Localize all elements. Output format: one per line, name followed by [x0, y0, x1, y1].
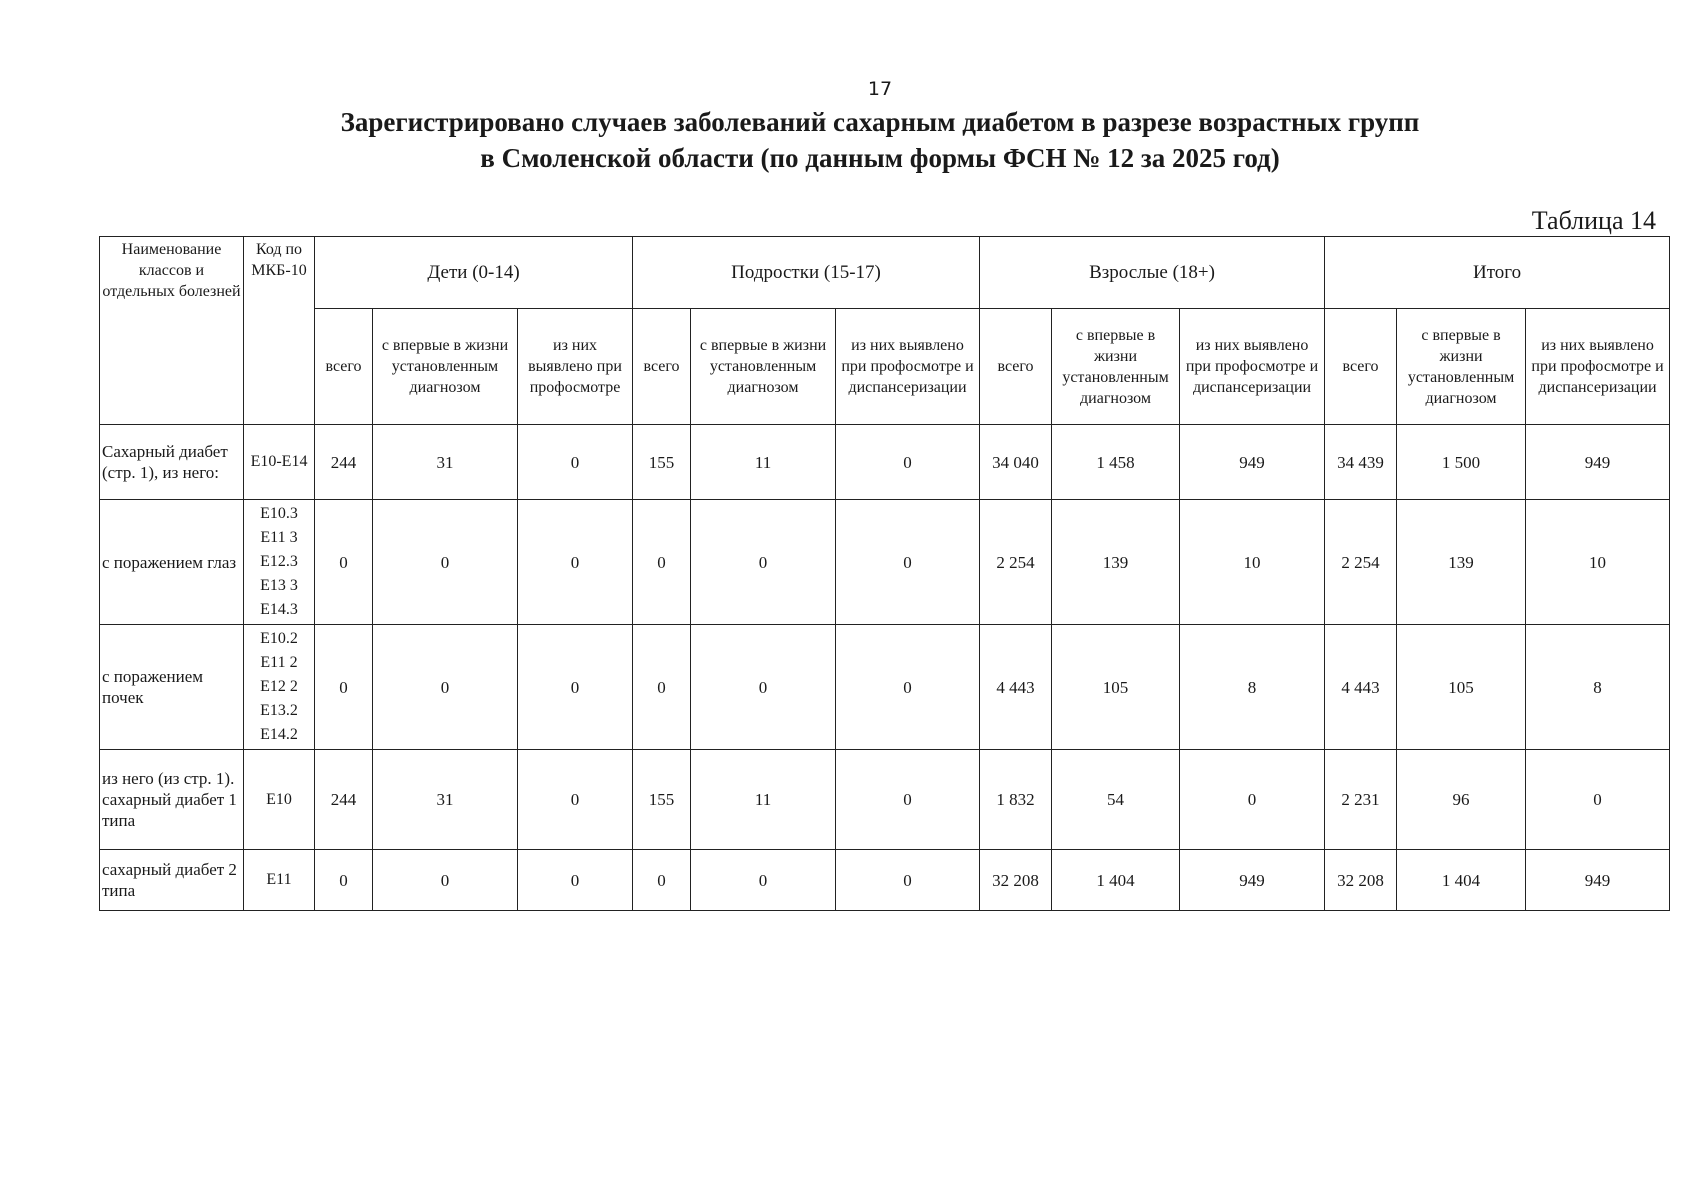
value-cell: 105: [1052, 625, 1180, 750]
value-cell: 10: [1180, 500, 1325, 625]
value-cell: 32 208: [980, 850, 1052, 911]
value-cell: 0: [518, 850, 633, 911]
subheader-cell: с впервые в жизни установленным диагнозом: [1052, 309, 1180, 425]
value-cell: 54: [1052, 750, 1180, 850]
value-cell: 0: [691, 500, 836, 625]
header-row-subcolumns: [100, 309, 1670, 425]
value-cell: 34 439: [1325, 425, 1397, 500]
value-cell: 34 040: [980, 425, 1052, 500]
code-line: E14.2: [260, 726, 298, 743]
subheader-cell: всего: [980, 309, 1052, 425]
value-cell: 2 254: [980, 500, 1052, 625]
table-row: [100, 625, 1670, 750]
code-line: E10.2: [260, 630, 298, 647]
value-cell: 10: [1526, 500, 1670, 625]
value-cell: 139: [1397, 500, 1526, 625]
subheader-cell: из них выявлено при профосмотре и диспансеризации: [1180, 309, 1325, 425]
subheader-cell: из них выявлено при профосмотре: [518, 309, 633, 425]
subheader-cell: с впервые в жизни установленным диагнозом: [1397, 309, 1526, 425]
code-line: E13 3: [260, 577, 298, 594]
table-label: Таблица 14: [1531, 206, 1656, 235]
title-line-2: в Смоленской области (по данным формы ФСН № 12 за 2025 год): [480, 143, 1280, 173]
value-cell: 0: [836, 850, 980, 911]
header-group-teens: Подростки (15-17): [633, 237, 980, 309]
value-cell: 949: [1180, 425, 1325, 500]
value-cell: 244: [315, 425, 373, 500]
code-line: E13.2: [260, 702, 298, 719]
table-row: [100, 500, 1670, 625]
row-name-cell: из него (из стр. 1). сахарный диабет 1 типа: [100, 750, 244, 850]
value-cell: 0: [315, 500, 373, 625]
header-name: Наименование классов и отдельных болезней: [100, 237, 244, 425]
row-name-cell: с поражением глаз: [100, 500, 244, 625]
value-cell: 4 443: [980, 625, 1052, 750]
value-cell: 0: [518, 750, 633, 850]
diabetes-statistics-table: [99, 236, 1670, 911]
value-cell: 8: [1180, 625, 1325, 750]
value-cell: 949: [1180, 850, 1325, 911]
subheader-cell: из них выявлено при профосмотре и диспансеризации: [836, 309, 980, 425]
value-cell: 0: [633, 850, 691, 911]
subheader-cell: всего: [633, 309, 691, 425]
header-group-total: Итого: [1325, 237, 1670, 309]
code-line: E12.3: [260, 553, 298, 570]
header-row-groups: [100, 237, 1670, 309]
title-line-1: Зарегистрировано случаев заболеваний сахарным диабетом в разрезе возрастных групп: [340, 107, 1420, 137]
value-cell: 2 231: [1325, 750, 1397, 850]
value-cell: 11: [691, 425, 836, 500]
value-cell: 96: [1397, 750, 1526, 850]
code-line: E10: [266, 790, 292, 808]
value-cell: 0: [691, 850, 836, 911]
value-cell: 0: [691, 625, 836, 750]
value-cell: 0: [836, 625, 980, 750]
row-name-cell: с поражением почек: [100, 625, 244, 750]
value-cell: 2 254: [1325, 500, 1397, 625]
value-cell: 1 500: [1397, 425, 1526, 500]
value-cell: 0: [633, 500, 691, 625]
value-cell: 0: [1526, 750, 1670, 850]
code-line: E11: [266, 871, 292, 888]
value-cell: 1 832: [980, 750, 1052, 850]
subheader-cell: из них выявлено при профосмотре и диспансеризации: [1526, 309, 1670, 425]
row-name-cell: сахарный диабет 2 типа: [100, 850, 244, 911]
value-cell: 0: [836, 425, 980, 500]
value-cell: 32 208: [1325, 850, 1397, 911]
subheader-cell: всего: [315, 309, 373, 425]
value-cell: 1 458: [1052, 425, 1180, 500]
code-line: E12 2: [260, 678, 298, 695]
value-cell: 0: [1180, 750, 1325, 850]
table-row: [100, 750, 1670, 850]
value-cell: 31: [373, 750, 518, 850]
value-cell: 0: [315, 625, 373, 750]
document-title: [0, 104, 1698, 176]
table-row: [100, 425, 1670, 500]
header-group-adults: Взрослые (18+): [980, 237, 1325, 309]
value-cell: 31: [373, 425, 518, 500]
subheader-cell: с впервые в жизни установленным диагнозом: [691, 309, 836, 425]
table-row: [100, 850, 1670, 911]
value-cell: 0: [373, 500, 518, 625]
value-cell: 0: [518, 500, 633, 625]
value-cell: 0: [373, 850, 518, 911]
value-cell: 244: [315, 750, 373, 850]
row-code-cell: [244, 750, 315, 850]
row-code-cell: [244, 850, 315, 911]
value-cell: 0: [836, 500, 980, 625]
page-number: 17: [867, 78, 893, 100]
code-line: E10.3: [260, 505, 298, 522]
row-code-cell: [244, 625, 315, 750]
value-cell: 155: [633, 750, 691, 850]
value-cell: 949: [1526, 850, 1670, 911]
value-cell: 1 404: [1397, 850, 1526, 911]
subheader-cell: всего: [1325, 309, 1397, 425]
value-cell: 105: [1397, 625, 1526, 750]
value-cell: 139: [1052, 500, 1180, 625]
code-line: E10-E14: [250, 453, 308, 470]
value-cell: 11: [691, 750, 836, 850]
code-line: E11 2: [260, 654, 298, 671]
row-code-cell: [244, 500, 315, 625]
value-cell: 1 404: [1052, 850, 1180, 911]
value-cell: 0: [836, 750, 980, 850]
value-cell: 0: [518, 425, 633, 500]
value-cell: 8: [1526, 625, 1670, 750]
value-cell: 0: [518, 625, 633, 750]
row-code-cell: [244, 425, 315, 500]
value-cell: 4 443: [1325, 625, 1397, 750]
code-line: E11 3: [260, 529, 298, 546]
value-cell: 155: [633, 425, 691, 500]
value-cell: 0: [315, 850, 373, 911]
header-code: Код по МКБ-10: [244, 237, 315, 425]
value-cell: 949: [1526, 425, 1670, 500]
value-cell: 0: [373, 625, 518, 750]
header-group-children: Дети (0-14): [315, 237, 633, 309]
value-cell: 0: [633, 625, 691, 750]
code-line: E14.3: [260, 601, 298, 618]
row-name-cell: Сахарный диабет (стр. 1), из него:: [100, 425, 244, 500]
subheader-cell: с впервые в жизни установленным диагнозом: [373, 309, 518, 425]
